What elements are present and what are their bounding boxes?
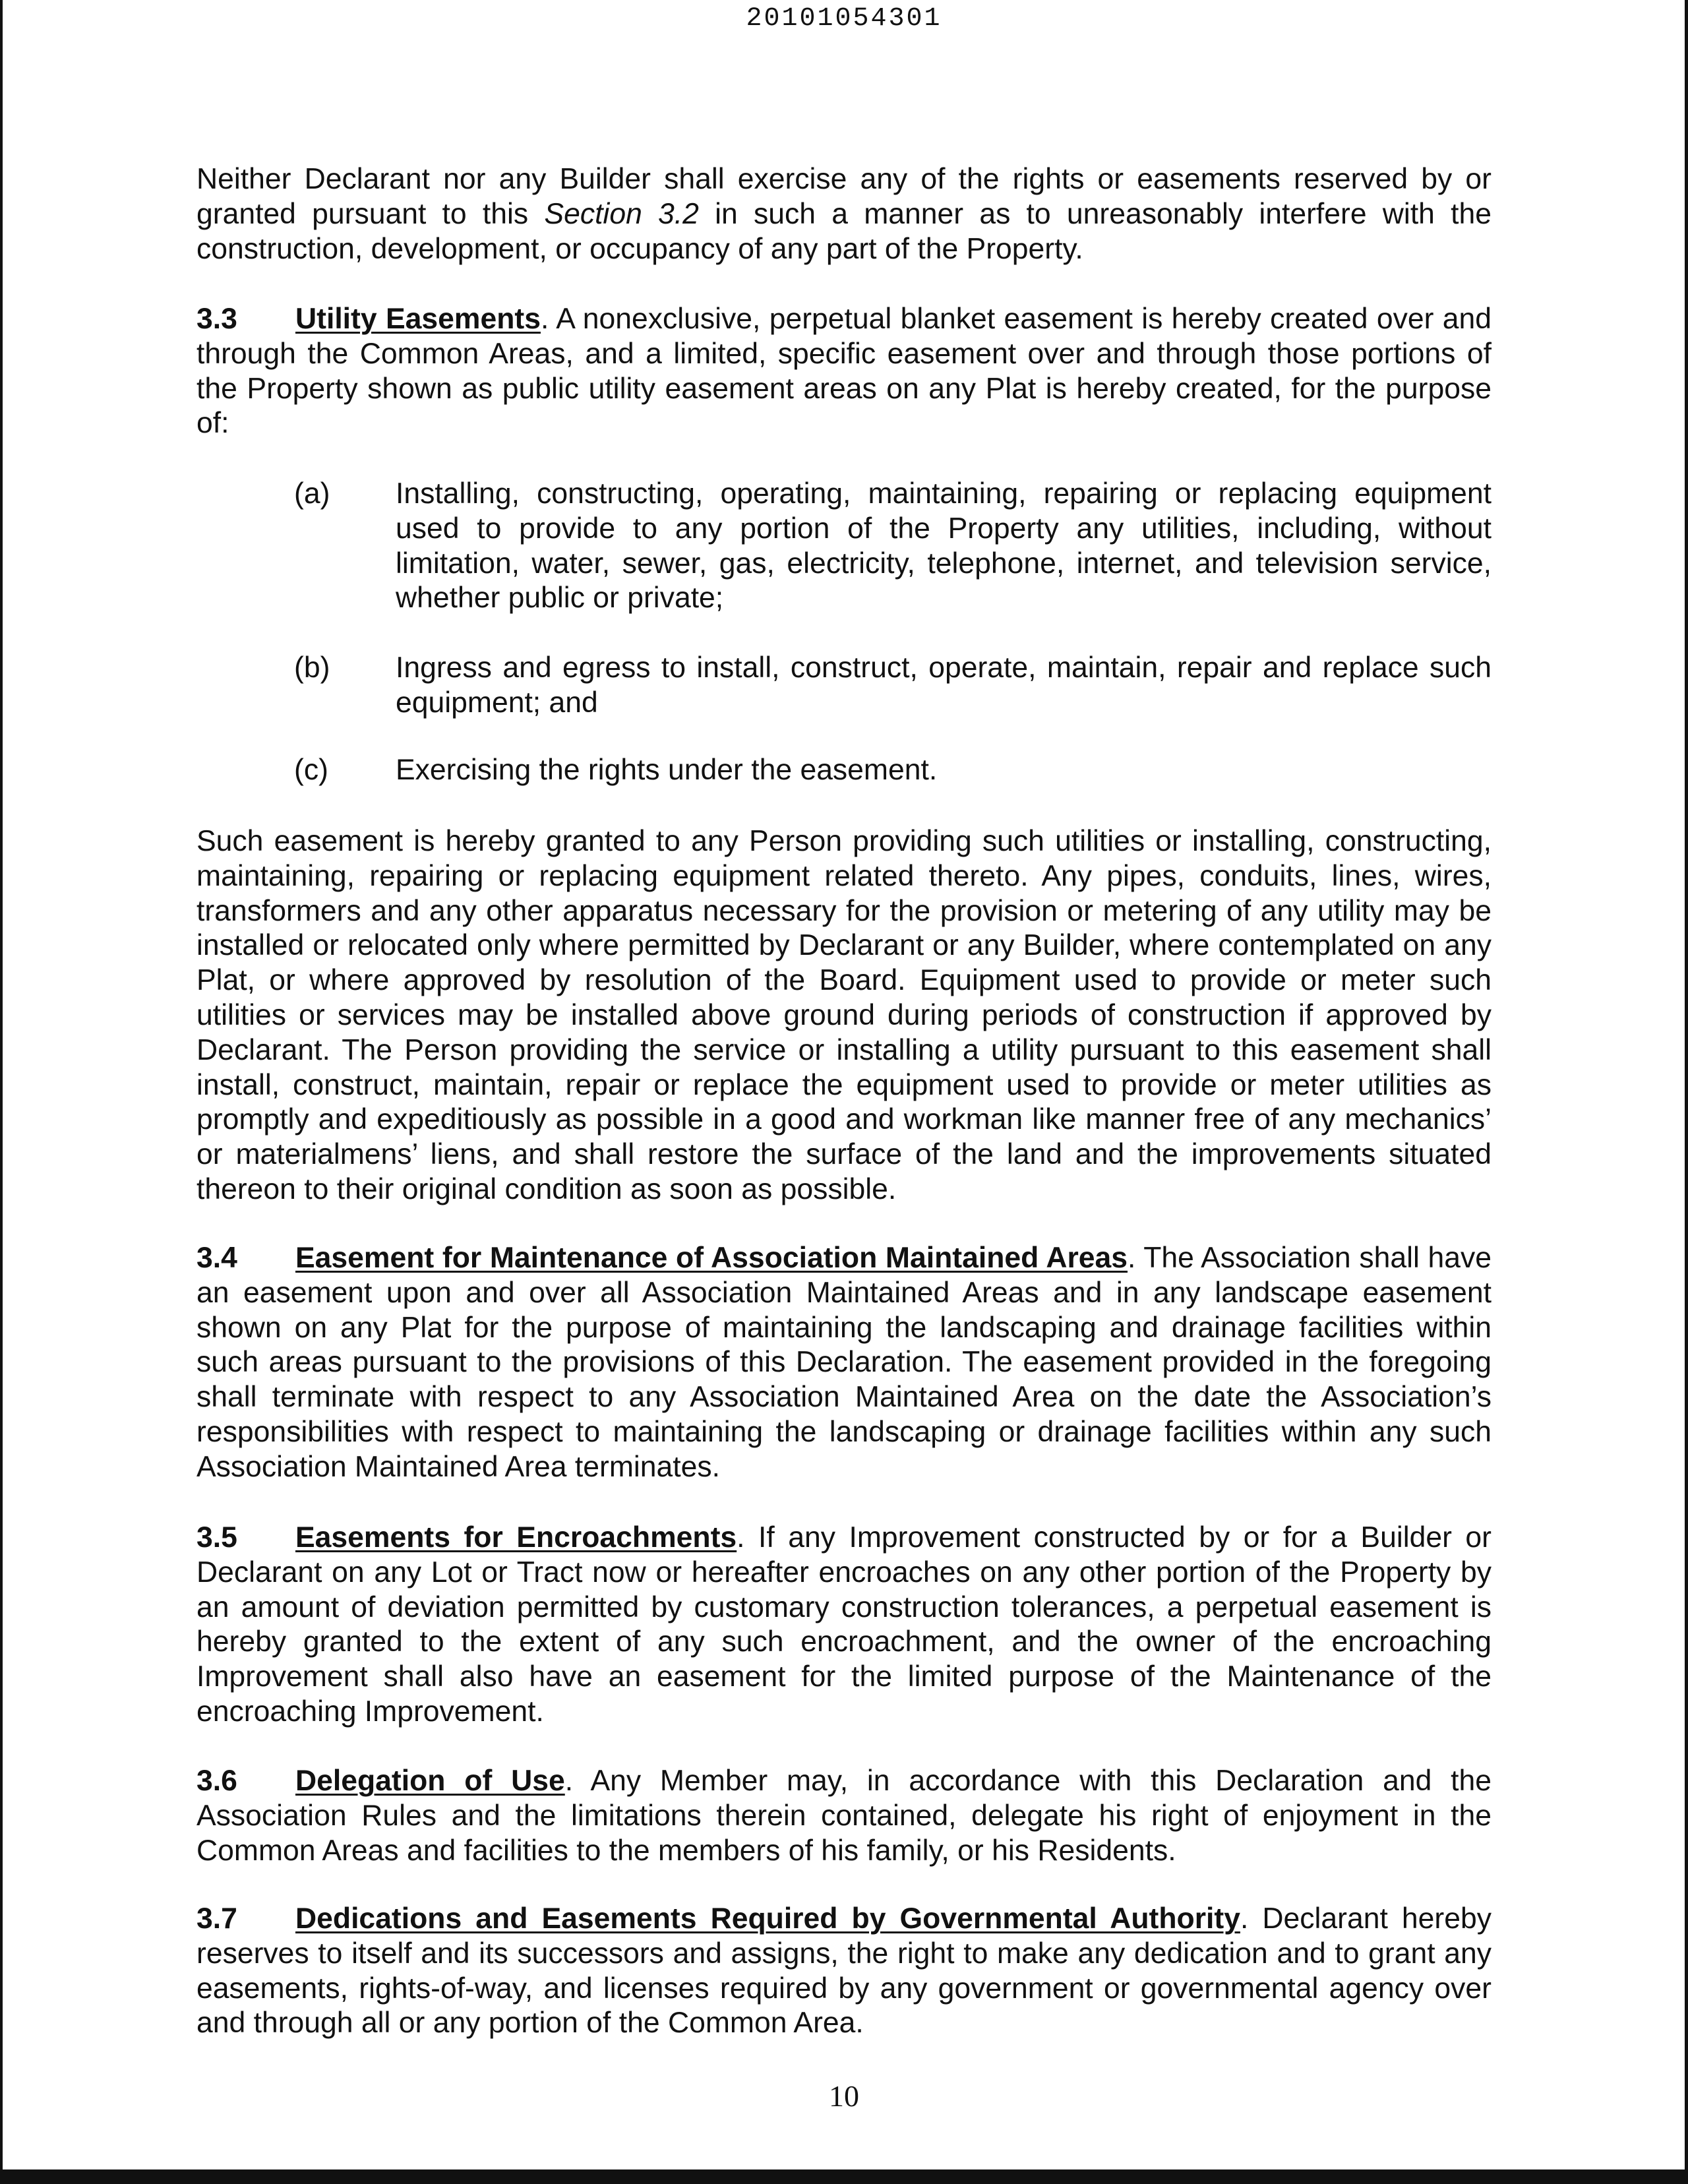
intro-text-before: Neither Declarant nor any Builder shall exercise any of the rights or easements reserved by or granted pursuant to this: [196, 163, 1492, 230]
section-number: 3.6: [196, 1765, 237, 1797]
intro-paragraph: [196, 162, 1492, 266]
list-item-text: Installing, constructing, operating, maintaining, repairing or replacing equipment used to provide to any portion of the Property any utilities, including, without limitation, water, sewer, gas, electricity, telephone, internet, and television service, whether public or private;: [396, 477, 1492, 615]
page-number: 10: [829, 2079, 859, 2113]
section-number: 3.4: [196, 1242, 237, 1274]
section-number: 3.5: [196, 1521, 237, 1554]
section-text: . If any Improvement constructed by or for a Builder or Declarant on any Lot or Tract now or hereafter encroaches on any other portion of the Property by an amount of deviation permitted by customary construction tolerances, a perpetual easement is hereby granted to the extent of any such encroachment, and the owner of the encroaching Improvement shall also have an easement for the limited purpose of the Maintenance of the encroaching Improvement.: [196, 1521, 1492, 1728]
section-3-5: [196, 1521, 1492, 1730]
section-3-7: [196, 1902, 1492, 2041]
list-marker: (c): [294, 754, 328, 786]
section-number: 3.7: [196, 1902, 237, 1935]
section-title: Dedications and Easements Required by Governmental Authority: [295, 1902, 1240, 1935]
scan-border-bottom: [0, 2169, 1688, 2184]
section-title: Easements for Encroachments: [295, 1521, 737, 1554]
list-marker: (b): [294, 652, 330, 684]
list-marker: (a): [294, 477, 330, 510]
list-item: [196, 477, 1492, 616]
section-reference: Section 3.2: [544, 197, 699, 230]
section-number: 3.3: [196, 303, 237, 335]
recording-number: 20101054301: [746, 4, 942, 34]
list-item: [196, 753, 1492, 788]
section-title: Delegation of Use: [295, 1765, 565, 1797]
section-text: . Any Member may, in accordance with this Declaration and the Association Rules and the limitations therein contained, delegate his right of enjoyment in the Common Areas and facilities to the members of his family, or his Residents.: [196, 1765, 1492, 1867]
easement-grant-paragraph: Such easement is hereby granted to any Person providing such utilities or installing, constructing, maintaining, repairing or replacing equipment related thereto. Any pipes, conduits, lines, wires, transformers and any other apparatus necessary for the provision or metering of any utility may be installed or relocated only where permitted by Declarant or any Builder, where contemplated on any Plat, or where approved by resolution of the Board. Equipment used to provide or meter such utilities or services may be installed above ground during periods of construction if approved by Declarant. The Person providing the service or installing a utility pursuant to this easement shall install, construct, maintain, repair or replace the equipment used to provide or meter utilities as promptly and expeditiously as possible in a good and workman like manner free of any mechanics’ or materialmens’ liens, and shall restore the surface of the land and the improvements situated thereon to their original condition as soon as possible.: [196, 825, 1492, 1205]
section-3-4: [196, 1241, 1492, 1485]
scan-border-left: [0, 0, 3, 2169]
section-title: Utility Easements: [295, 303, 541, 335]
section-3-6: [196, 1764, 1492, 1868]
section-title: Easement for Maintenance of Association Maintained Areas: [295, 1242, 1128, 1274]
list-item-text: Exercising the rights under the easement.: [396, 754, 938, 786]
list-item: [196, 651, 1492, 721]
intro-text-after: in such a manner as to unreasonably interfere with the construction, development, or occupancy of any part of the Property.: [196, 197, 1492, 265]
scan-border-right: [1685, 0, 1688, 2169]
section-3-3: [196, 302, 1492, 441]
list-item-text: Ingress and egress to install, construct, operate, maintain, repair and replace such equipment; and: [396, 652, 1492, 719]
section-text: . Declarant hereby reserves to itself and its successors and assigns, the right to make any dedication and to grant any easements, rights-of-way, and licenses required by any government or governmental agency over and through all or any portion of the Common Area.: [196, 1902, 1492, 2040]
section-text: . A nonexclusive, perpetual blanket easement is hereby created over and through the Common Areas, and a limited, specific easement over and through those portions of the Property shown as public utility easement areas on any Plat is hereby created, for the purpose of:: [196, 303, 1492, 440]
section-text: . The Association shall have an easement upon and over all Association Maintained Areas and in any landscape easement shown on any Plat for the purpose of maintaining the landscaping and drainage facilities within such areas pursuant to the provisions of this Declaration. The easement provided in the foregoing shall terminate with respect to any Association Maintained Area on the date the Association’s responsibilities with respect to maintaining the landscaping or drainage facilities within any such Association Maintained Area terminates.: [196, 1242, 1492, 1483]
